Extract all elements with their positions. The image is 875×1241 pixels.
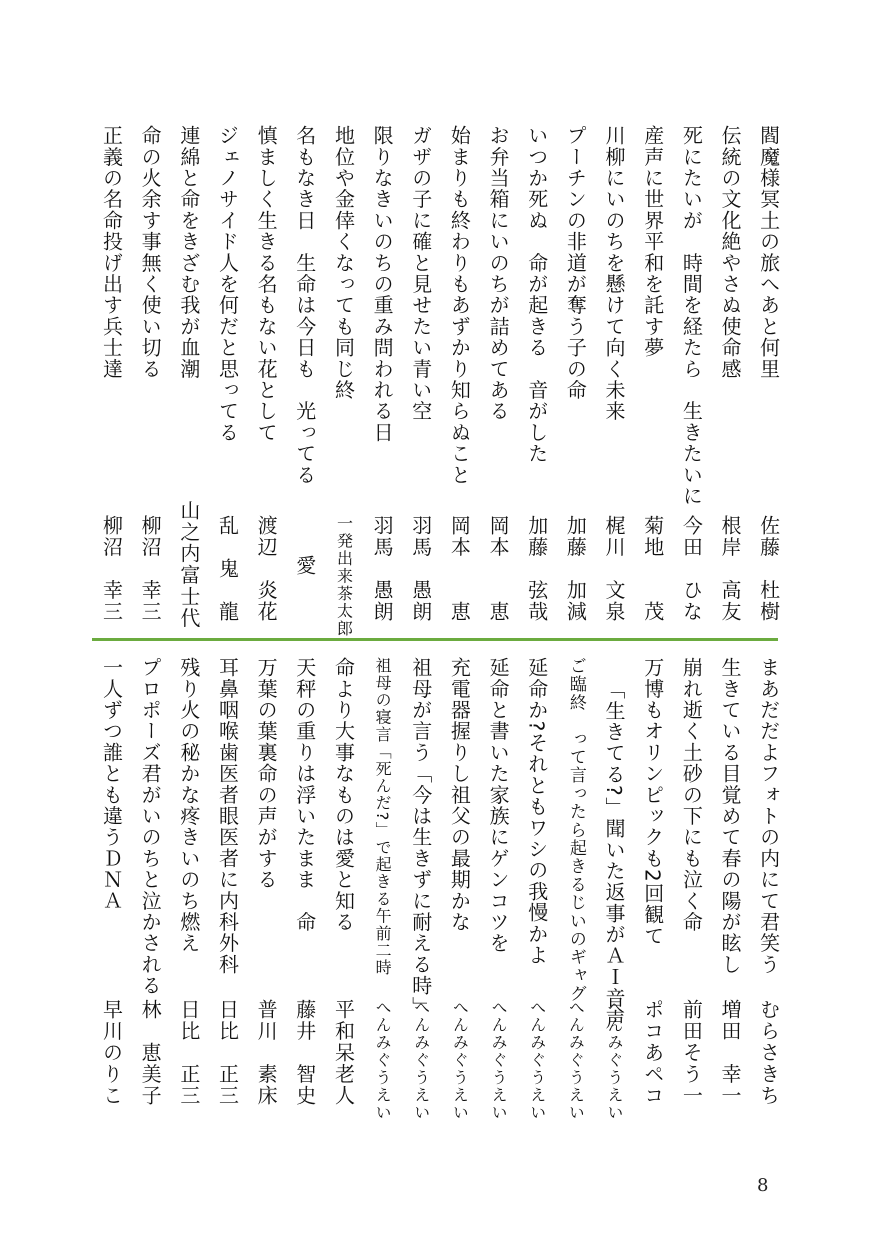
verse-text: 死にたいが 時間を経たら 生きたいに xyxy=(679,125,704,507)
verse-text: 名もなき日 生命は今日も 光ってる xyxy=(292,125,317,486)
verse-text: ご臨終 って言ったら起きるじいのギャグ xyxy=(565,657,586,1003)
poem-column xyxy=(247,657,286,1127)
author-name: 羽馬 愚朗 xyxy=(408,515,433,623)
poem-column xyxy=(711,657,750,1127)
poem-column xyxy=(363,657,402,1127)
author-name: へんみぐうえい xyxy=(450,999,470,1122)
author-name: へんみぐうえい xyxy=(566,999,586,1122)
author-name: 藤井 智史 xyxy=(292,999,317,1107)
verse-text: 耳鼻咽喉歯医者眼医者に内科外科 xyxy=(215,657,240,975)
poem-column xyxy=(131,657,170,1127)
poem-column xyxy=(170,125,209,629)
author-name: 佐藤 杜樹 xyxy=(756,515,781,623)
poem-column xyxy=(633,657,672,1127)
verse-text: 崩れ逝く土砂の下にも泣く命 xyxy=(679,657,704,933)
poem-column xyxy=(401,125,440,625)
author-name: へんみぐうえい xyxy=(411,999,431,1122)
poem-column xyxy=(633,125,672,625)
poem-column xyxy=(92,125,131,625)
poem-column xyxy=(285,657,324,1127)
poem-column xyxy=(131,125,170,625)
author-name: 柳沼 幸三 xyxy=(138,515,163,623)
poem-column xyxy=(556,657,595,1127)
verse-text: 祖母の寝言「死んだ?」で起きる午前二時 xyxy=(373,657,393,977)
verse-text: 川柳にいのちを懸けて向く未来 xyxy=(602,125,627,422)
poem-column xyxy=(749,657,788,1127)
author-name: 根岸 高友 xyxy=(718,515,743,623)
author-name: 前田そう一 xyxy=(679,999,704,1107)
author-name: 今田 ひな xyxy=(679,515,704,623)
author-name: 渡辺 炎花 xyxy=(254,515,279,623)
verse-text: 正義の名命投げ出す兵士達 xyxy=(99,125,124,380)
author-name: へんみぐうえい xyxy=(605,999,625,1122)
author-name: 早川のりこ xyxy=(99,999,124,1107)
verse-text: 祖母が言う「今は生きずに耐える時」 xyxy=(408,657,433,1018)
bottom-senryu-section xyxy=(92,657,788,1127)
poem-column xyxy=(749,125,788,625)
poem-column xyxy=(324,657,363,1127)
poem-column xyxy=(440,657,479,1127)
poem-column xyxy=(479,125,518,625)
poem-column xyxy=(672,657,711,1127)
author-name: 日比 正三 xyxy=(176,999,201,1107)
verse-text: 残り火の秘かな疼きいのち燃え xyxy=(176,657,201,954)
verse-text: プロポーズ君がいのちと泣かされる xyxy=(138,657,163,997)
author-name: 羽馬 愚朗 xyxy=(370,515,395,623)
verse-text: 地位や金倖くなっても同じ終 xyxy=(331,125,356,401)
author-name: 日比 正三 xyxy=(215,999,240,1107)
poem-column xyxy=(92,657,131,1127)
poem-column xyxy=(170,657,209,1127)
poem-column xyxy=(595,125,634,625)
verse-text: ジェノサイド人を何だと思ってる xyxy=(215,125,240,443)
verse-text: プーチンの非道が奪う子の命 xyxy=(563,125,588,401)
verse-text: 充電器握りし祖父の最期かな xyxy=(447,657,472,933)
verse-text: 天秤の重りは浮いたまま 命 xyxy=(292,657,317,933)
verse-text: 生きている目覚めて春の陽が眩し xyxy=(718,657,743,975)
author-name: へんみぐうえい xyxy=(527,999,547,1122)
author-name: 林 恵美子 xyxy=(138,999,163,1107)
verse-text: 産声に世界平和を託す夢 xyxy=(640,125,665,359)
author-name: 梶川 文泉 xyxy=(602,515,627,623)
verse-text: 連綿と命をきざむ我が血潮 xyxy=(176,125,201,380)
poem-column xyxy=(440,125,479,625)
verse-text: 一人ずつ誰とも違うＤＮＡ xyxy=(99,657,124,912)
poem-column xyxy=(363,125,402,625)
author-name: 一発出来茶太郎 xyxy=(334,515,354,638)
poem-column xyxy=(401,657,440,1127)
verse-text: まあだだよフォトの内にて君笑う xyxy=(756,657,781,975)
author-name: 平和呆老人 xyxy=(331,999,356,1107)
verse-text: 命の火余す事無く使い切る xyxy=(138,125,163,380)
author-name: 増田 幸一 xyxy=(718,999,743,1107)
poem-column xyxy=(517,657,556,1127)
verse-text: いつか死ぬ 命が起きる 音がした xyxy=(524,125,549,465)
section-divider xyxy=(92,638,778,641)
verse-text: 始まりも終わりもあずかり知らぬこと xyxy=(447,125,472,486)
author-name: 岡本 恵 xyxy=(447,515,472,623)
author-name: 菊地 茂 xyxy=(640,515,665,623)
top-senryu-section xyxy=(92,125,788,638)
verse-text: 閻魔様冥土の旅へあと何里 xyxy=(756,125,781,380)
verse-text: 延命か?それともワシの我慢かよ xyxy=(524,657,549,966)
poem-column xyxy=(711,125,750,625)
author-name: へんみぐうえい xyxy=(373,999,393,1122)
verse-text: ガザの子に確と見せたい青い空 xyxy=(408,125,433,422)
author-name: へんみぐうえい xyxy=(489,999,509,1122)
author-name: ポコあペコ xyxy=(640,999,665,1107)
verse-text: 限りなきいのちの重み問われる日 xyxy=(370,125,395,443)
author-name: 乱 鬼 龍 xyxy=(215,515,240,623)
author-name: 山之内富士代 xyxy=(176,500,201,629)
author-name: 普川 素床 xyxy=(254,999,279,1107)
verse-text: 「生きてる?」聞いた返事がＡＩ音声 xyxy=(602,679,627,1031)
poem-column xyxy=(479,657,518,1127)
poem-column xyxy=(517,125,556,625)
author-name: 加藤 加減 xyxy=(563,515,588,623)
verse-text: お弁当箱にいのちが詰めてある xyxy=(486,125,511,422)
author-name: むらさきち xyxy=(756,999,781,1107)
poem-column xyxy=(556,125,595,625)
author-name: 岡本 恵 xyxy=(486,515,511,623)
verse-text: 伝統の文化絶やさぬ使命感 xyxy=(718,125,743,380)
poem-column xyxy=(672,125,711,625)
verse-text: 延命と書いた家族にゲンコツを xyxy=(486,657,511,954)
verse-text: 命より大事なものは愛と知る xyxy=(331,657,356,933)
poem-column xyxy=(595,657,634,1127)
verse-text: 万葉の葉裏命の声がする xyxy=(254,657,279,891)
author-name: 加藤 弦哉 xyxy=(524,515,549,623)
author-name: 柳沼 幸三 xyxy=(99,515,124,623)
poem-column xyxy=(208,657,247,1127)
poem-column xyxy=(208,125,247,625)
page-number: 8 xyxy=(757,1175,769,1196)
author-name: 愛 xyxy=(292,555,317,577)
verse-text: 慎ましく生きる名もない花として xyxy=(254,125,279,443)
poem-column xyxy=(285,125,324,625)
poem-column xyxy=(247,125,286,625)
poem-column xyxy=(324,125,363,638)
verse-text: 万博もオリンピックも2回観て xyxy=(640,657,665,947)
